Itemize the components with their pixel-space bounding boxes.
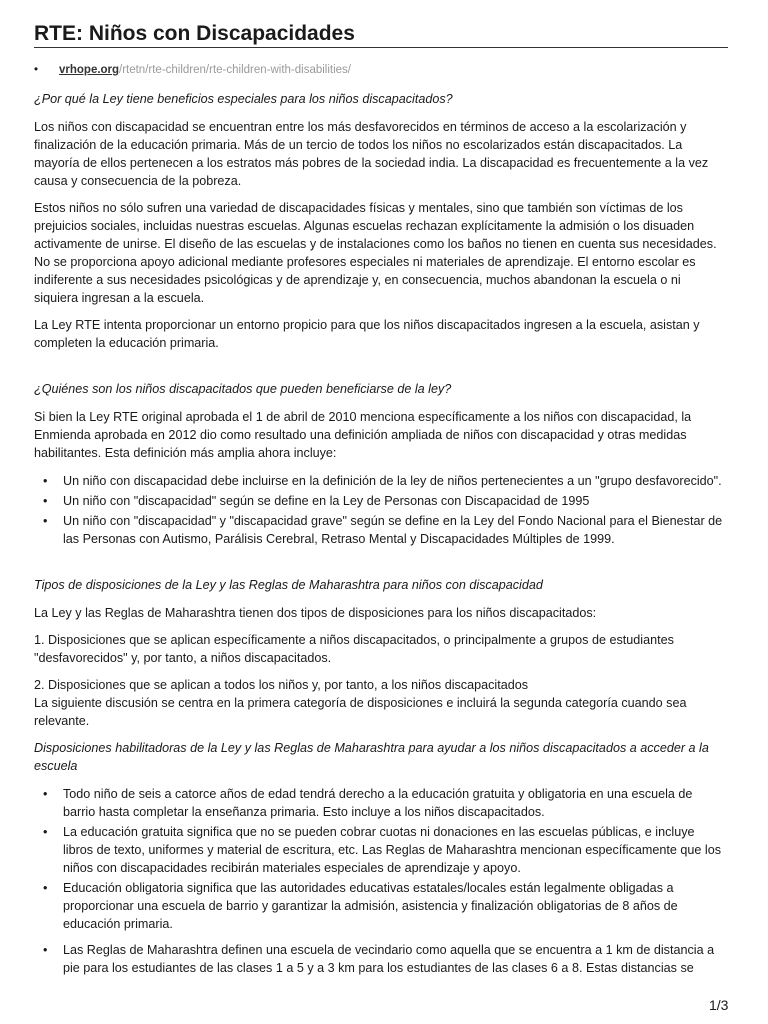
list-item: • Las Reglas de Maharashtra definen una escuela de vecindario como aquella que se encuentra a 1 km de distancia a pie para los estudiantes de las clases 1 a 5 y a 3 km para los estudiantes de las clases 6 a 8. Estas distancias se <box>43 943 715 975</box>
heading-provision-types: Tipos de disposiciones de la Ley y las Reglas de Maharashtra para niños con discapacidad <box>34 578 543 592</box>
source-bullet: • <box>34 64 39 76</box>
paragraph-prejudice: Estos niños no sólo sufren una variedad de discapacidades físicas y mentales, sino que también son víctimas de los prejuicios sociales, incluidas nuestras escuelas. Algunas escuelas rechazan explícitamente la admisión o los disuaden activamente de unirse. El diseño de las escuelas y de instalaciones como los baños no tienen en cuenta sus necesidades. No se proporciona apoyo adicional mediante profesores especiales ni materiales de aprendizaje. El entorno escolar es indiferente a sus necesidades psicológicas y de aprendizaje y, en consecuencia, muchos abandonan la escuela o ni siquiera ingresan a la escuela. <box>34 201 717 305</box>
list-item: • Un niño con "discapacidad" y "discapacidad grave" según se define en la Ley del Fondo Nacional para el Bienestar de las Personas con Autismo, Parálisis Cerebral, Retraso Mental y Discapacidades Múltiples de 1999. <box>43 514 723 546</box>
paragraph-discussion-focus: La siguiente discusión se centra en la primera categoría de disposiciones e incluirá la segunda categoría cuando sea relevante. <box>34 696 687 728</box>
source-line <box>34 62 728 78</box>
list-item: • Un niño con "discapacidad" según se define en la Ley de Personas con Discapacidad de 1995 <box>43 494 590 508</box>
heading-enabling-provisions: Disposiciones habilitadoras de la Ley y las Reglas de Maharashtra para ayudar a los niños discapacitados a acceder a la escuela <box>34 741 709 773</box>
provisions-list <box>34 785 728 977</box>
list-item: • Un niño con discapacidad debe incluirse en la definición de la ley de niños pertenecientes a un "grupo desfavorecido". <box>43 474 722 488</box>
source-path-link[interactable]: /rtetn/rte-children/rte-children-with-disabilities/ <box>119 64 351 76</box>
paragraph-amendment: Si bien la Ley RTE original aprobada el 1 de abril de 2010 menciona específicamente a los niños con discapacidad, la Enmienda aprobada en 2012 dio como resultado una definición ampliada de niños con discapacidad y otras medidas habilitantes. Esta definición más amplia ahora incluye: <box>34 410 692 460</box>
source-domain-link[interactable]: vrhope.org <box>59 64 120 76</box>
paragraph-access: Los niños con discapacidad se encuentran entre los más desfavorecidos en términos de acceso a la escolarización y finalización de la educación primaria. Más de un tercio de todos los niños no escolarizados están discapacitados. La mayoría de ellos pertenecen a los estratos más pobres de la sociedad india. La discapacidad es frecuentemente a la vez causa y consecuencia de la pobreza. <box>34 120 709 188</box>
definition-list <box>34 472 728 548</box>
paragraph-two-types: La Ley y las Reglas de Maharashtra tienen dos tipos de disposiciones para los niños discapacitados: <box>34 606 597 620</box>
list-item: • Educación obligatoria significa que las autoridades educativas estatales/locales están legalmente obligadas a proporcionar una escuela de barrio y garantizar la admisión, asistencia y finalización obligatorias de 8 años de educación primaria. <box>43 881 678 931</box>
numbered-item-2: 2. Disposiciones que se aplican a todos los niños y, por tanto, a los niños discapacitados <box>34 678 529 692</box>
document-page <box>34 0 728 977</box>
paragraph-rte-environment: La Ley RTE intenta proporcionar un entorno propicio para que los niños discapacitados ingresen a la escuela, asistan y completen la educación primaria. <box>34 318 700 350</box>
numbered-item-1: 1. Disposiciones que se aplican específicamente a niños discapacitados, o principalmente a grupos de estudiantes "desfavorecidos" y, por tanto, a niños discapacitados. <box>34 633 674 665</box>
question-why-benefits: ¿Por qué la Ley tiene beneficios especiales para los niños discapacitados? <box>34 92 453 106</box>
list-item: • Todo niño de seis a catorce años de edad tendrá derecho a la educación gratuita y obligatoria en una escuela de barrio hasta completar la enseñanza primaria. Esto incluye a los niños discapacitados. <box>43 787 693 819</box>
page-number: 1/3 <box>709 997 729 1013</box>
question-who-benefits: ¿Quiénes son los niños discapacitados que pueden beneficiarse de la ley? <box>34 382 452 396</box>
list-item: • La educación gratuita significa que no se pueden cobrar cuotas ni donaciones en las escuelas públicas, e incluye libros de texto, uniformes y material de escritura, etc. Las Reglas de Maharashtra mencionan específicamente que los niños con discapacidades recibirán materiales especiales de aprendizaje y apoyo. <box>43 825 722 875</box>
page-title: RTE: Niños con Discapacidades <box>34 0 728 48</box>
